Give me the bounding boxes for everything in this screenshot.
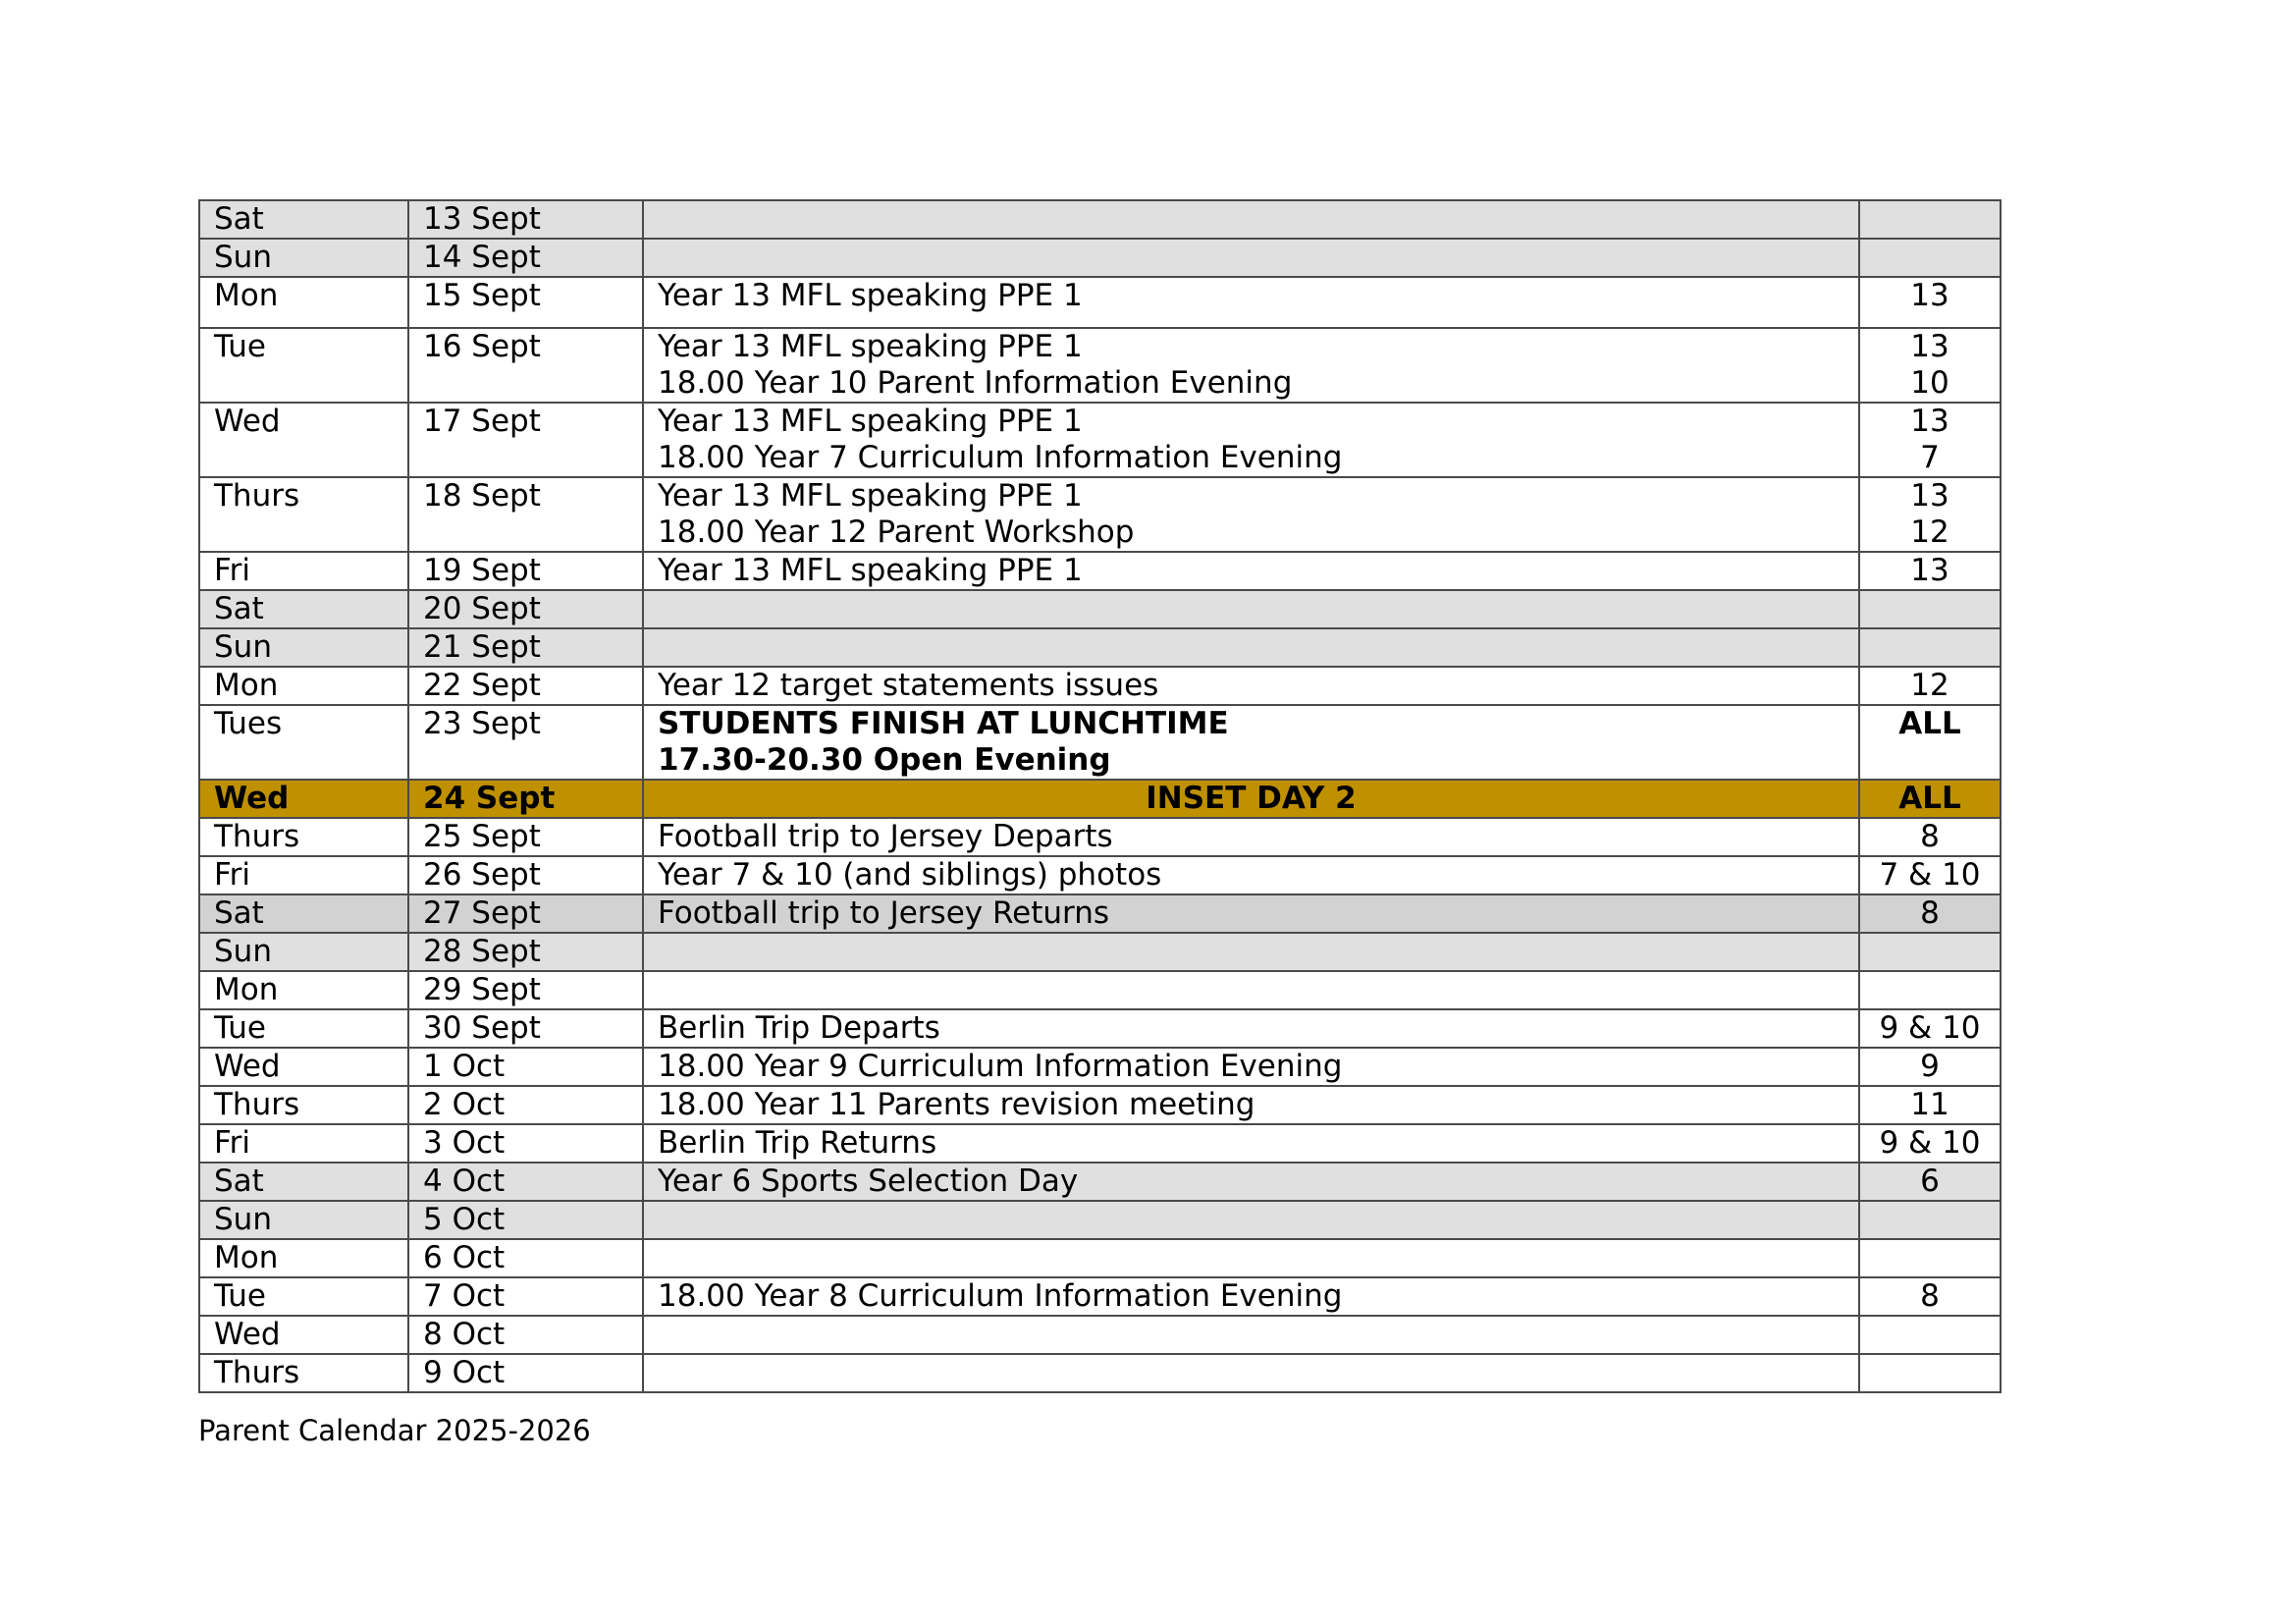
event-cell (643, 1201, 1859, 1239)
year-group-text: 12 (1910, 514, 1949, 550)
table-row (199, 590, 2001, 628)
event-cell (643, 200, 1859, 239)
event-cell (643, 667, 1859, 705)
year-group-cell (1859, 705, 2001, 780)
event-text: Football trip to Jersey Returns (658, 895, 1109, 931)
year-group-text: 9 & 10 (1879, 1010, 1981, 1046)
table-row (199, 403, 2001, 477)
year-group-cell (1859, 1124, 2001, 1163)
event-cell (643, 818, 1859, 856)
date-cell: 29 Sept (408, 971, 643, 1009)
day-cell: Sat (199, 1163, 408, 1201)
event-cell (643, 1163, 1859, 1201)
year-group-text: 7 & 10 (1879, 857, 1981, 893)
day-cell: Wed (199, 1316, 408, 1354)
year-group-text: 13 (1910, 478, 1949, 514)
event-cell (643, 894, 1859, 933)
event-cell (643, 277, 1859, 328)
day-cell: Fri (199, 1124, 408, 1163)
date-cell: 3 Oct (408, 1124, 643, 1163)
date-cell: 18 Sept (408, 477, 643, 552)
event-text: Berlin Trip Departs (658, 1010, 940, 1046)
year-group-cell (1859, 403, 2001, 477)
year-group-text: 12 (1910, 668, 1949, 703)
table-row (199, 971, 2001, 1009)
event-text: INSET DAY 2 (1146, 781, 1357, 816)
table-row (199, 1048, 2001, 1086)
year-group-cell (1859, 1316, 2001, 1354)
day-cell: Thurs (199, 1086, 408, 1124)
table-row (199, 477, 2001, 552)
date-cell: 17 Sept (408, 403, 643, 477)
day-cell: Thurs (199, 1354, 408, 1392)
year-group-cell (1859, 328, 2001, 403)
event-cell (643, 780, 1859, 818)
day-cell: Thurs (199, 818, 408, 856)
table-row (199, 239, 2001, 277)
event-text: Year 13 MFL speaking PPE 1 (658, 329, 1083, 364)
event-text: 18.00 Year 9 Curriculum Information Evening (658, 1049, 1343, 1084)
event-text: Year 13 MFL speaking PPE 1 (658, 404, 1083, 439)
day-cell: Mon (199, 277, 408, 328)
day-cell: Sat (199, 894, 408, 933)
date-cell: 2 Oct (408, 1086, 643, 1124)
event-text: Year 13 MFL speaking PPE 1 (658, 553, 1083, 588)
event-text: STUDENTS FINISH AT LUNCHTIME (658, 706, 1229, 741)
date-cell: 1 Oct (408, 1048, 643, 1086)
date-cell: 16 Sept (408, 328, 643, 403)
year-group-text: 13 (1910, 278, 1949, 313)
year-group-text: 13 (1910, 329, 1949, 364)
year-group-cell (1859, 856, 2001, 894)
date-cell: 6 Oct (408, 1239, 643, 1277)
event-text: 18.00 Year 11 Parents revision meeting (658, 1087, 1255, 1122)
year-group-cell (1859, 1009, 2001, 1048)
year-group-cell (1859, 1163, 2001, 1201)
day-cell: Tue (199, 1277, 408, 1316)
table-row (199, 1316, 2001, 1354)
day-cell: Fri (199, 552, 408, 590)
table-row (199, 1086, 2001, 1124)
date-cell: 19 Sept (408, 552, 643, 590)
date-cell: 26 Sept (408, 856, 643, 894)
event-cell (643, 1239, 1859, 1277)
table-row (199, 933, 2001, 971)
date-cell: 25 Sept (408, 818, 643, 856)
year-group-text: 9 (1920, 1049, 1940, 1084)
year-group-cell (1859, 1201, 2001, 1239)
event-cell (643, 856, 1859, 894)
event-cell (643, 477, 1859, 552)
table-row (199, 277, 2001, 328)
year-group-text: 6 (1920, 1164, 1940, 1199)
year-group-cell (1859, 1354, 2001, 1392)
table-row (199, 1163, 2001, 1201)
table-row (199, 1239, 2001, 1277)
year-group-cell (1859, 1239, 2001, 1277)
year-group-cell (1859, 894, 2001, 933)
day-cell: Sun (199, 628, 408, 667)
year-group-cell (1859, 552, 2001, 590)
year-group-cell (1859, 477, 2001, 552)
table-row (199, 1201, 2001, 1239)
event-text: Year 7 & 10 (and siblings) photos (658, 857, 1162, 893)
table-row (199, 667, 2001, 705)
date-cell: 9 Oct (408, 1354, 643, 1392)
date-cell: 30 Sept (408, 1009, 643, 1048)
table-row (199, 1277, 2001, 1316)
calendar-table (198, 199, 2002, 1393)
table-row (199, 200, 2001, 239)
date-cell: 5 Oct (408, 1201, 643, 1239)
table-row (199, 1124, 2001, 1163)
event-cell (643, 1277, 1859, 1316)
event-cell (643, 971, 1859, 1009)
event-cell (643, 1354, 1859, 1392)
date-cell: 21 Sept (408, 628, 643, 667)
date-cell: 13 Sept (408, 200, 643, 239)
table-row (199, 1354, 2001, 1392)
event-text: 18.00 Year 10 Parent Information Evening (658, 365, 1293, 401)
event-text: 18.00 Year 12 Parent Workshop (658, 514, 1135, 550)
year-group-text: 9 & 10 (1879, 1125, 1981, 1161)
event-cell (643, 552, 1859, 590)
day-cell: Sun (199, 1201, 408, 1239)
year-group-text: ALL (1898, 781, 1961, 816)
date-cell: 27 Sept (408, 894, 643, 933)
date-cell: 7 Oct (408, 1277, 643, 1316)
table-row (199, 856, 2001, 894)
table-row (199, 705, 2001, 780)
day-cell: Tues (199, 705, 408, 780)
event-text: Year 12 target statements issues (658, 668, 1159, 703)
day-cell: Fri (199, 856, 408, 894)
year-group-text: 7 (1920, 440, 1940, 475)
date-cell: 15 Sept (408, 277, 643, 328)
year-group-cell (1859, 818, 2001, 856)
day-cell: Sun (199, 239, 408, 277)
day-cell: Wed (199, 403, 408, 477)
event-text: Football trip to Jersey Departs (658, 819, 1113, 854)
table-row (199, 628, 2001, 667)
day-cell: Sat (199, 590, 408, 628)
day-cell: Sat (199, 200, 408, 239)
table-row (199, 1009, 2001, 1048)
date-cell: 23 Sept (408, 705, 643, 780)
day-cell: Wed (199, 780, 408, 818)
date-cell: 24 Sept (408, 780, 643, 818)
year-group-text: 13 (1910, 553, 1949, 588)
event-text: 18.00 Year 7 Curriculum Information Evening (658, 440, 1343, 475)
event-cell (643, 705, 1859, 780)
year-group-text: 13 (1910, 404, 1949, 439)
event-cell (643, 1316, 1859, 1354)
day-cell: Thurs (199, 477, 408, 552)
year-group-cell (1859, 667, 2001, 705)
event-text: Year 13 MFL speaking PPE 1 (658, 278, 1083, 313)
year-group-cell (1859, 1277, 2001, 1316)
event-cell (643, 628, 1859, 667)
day-cell: Mon (199, 1239, 408, 1277)
event-cell (643, 1048, 1859, 1086)
day-cell: Tue (199, 1009, 408, 1048)
page-footer: Parent Calendar 2025-2026 (198, 1414, 591, 1447)
date-cell: 22 Sept (408, 667, 643, 705)
year-group-cell (1859, 239, 2001, 277)
event-text: Year 6 Sports Selection Day (658, 1164, 1079, 1199)
event-cell (643, 328, 1859, 403)
date-cell: 4 Oct (408, 1163, 643, 1201)
date-cell: 28 Sept (408, 933, 643, 971)
event-cell (643, 590, 1859, 628)
year-group-cell (1859, 628, 2001, 667)
year-group-cell (1859, 1048, 2001, 1086)
event-cell (643, 933, 1859, 971)
year-group-cell (1859, 971, 2001, 1009)
year-group-cell (1859, 780, 2001, 818)
day-cell: Wed (199, 1048, 408, 1086)
day-cell: Tue (199, 328, 408, 403)
year-group-text: 8 (1920, 1278, 1940, 1314)
year-group-cell (1859, 200, 2001, 239)
date-cell: 14 Sept (408, 239, 643, 277)
year-group-text: ALL (1898, 706, 1961, 741)
day-cell: Mon (199, 971, 408, 1009)
table-row (199, 818, 2001, 856)
table-row (199, 552, 2001, 590)
year-group-cell (1859, 590, 2001, 628)
year-group-text: 8 (1920, 895, 1940, 931)
table-row (199, 328, 2001, 403)
table-row-inset (199, 780, 2001, 818)
year-group-text: 8 (1920, 819, 1940, 854)
year-group-cell (1859, 277, 2001, 328)
year-group-text: 11 (1910, 1087, 1949, 1122)
event-text: 18.00 Year 8 Curriculum Information Evening (658, 1278, 1343, 1314)
event-text: Berlin Trip Returns (658, 1125, 937, 1161)
table-row (199, 894, 2001, 933)
event-text: 17.30-20.30 Open Evening (658, 742, 1111, 778)
date-cell: 8 Oct (408, 1316, 643, 1354)
event-cell (643, 1009, 1859, 1048)
event-cell (643, 239, 1859, 277)
date-cell: 20 Sept (408, 590, 643, 628)
event-cell (643, 1124, 1859, 1163)
year-group-cell (1859, 1086, 2001, 1124)
event-text: Year 13 MFL speaking PPE 1 (658, 478, 1083, 514)
event-cell (643, 1086, 1859, 1124)
year-group-text: 10 (1910, 365, 1949, 401)
day-cell: Mon (199, 667, 408, 705)
day-cell: Sun (199, 933, 408, 971)
year-group-cell (1859, 933, 2001, 971)
event-cell (643, 403, 1859, 477)
